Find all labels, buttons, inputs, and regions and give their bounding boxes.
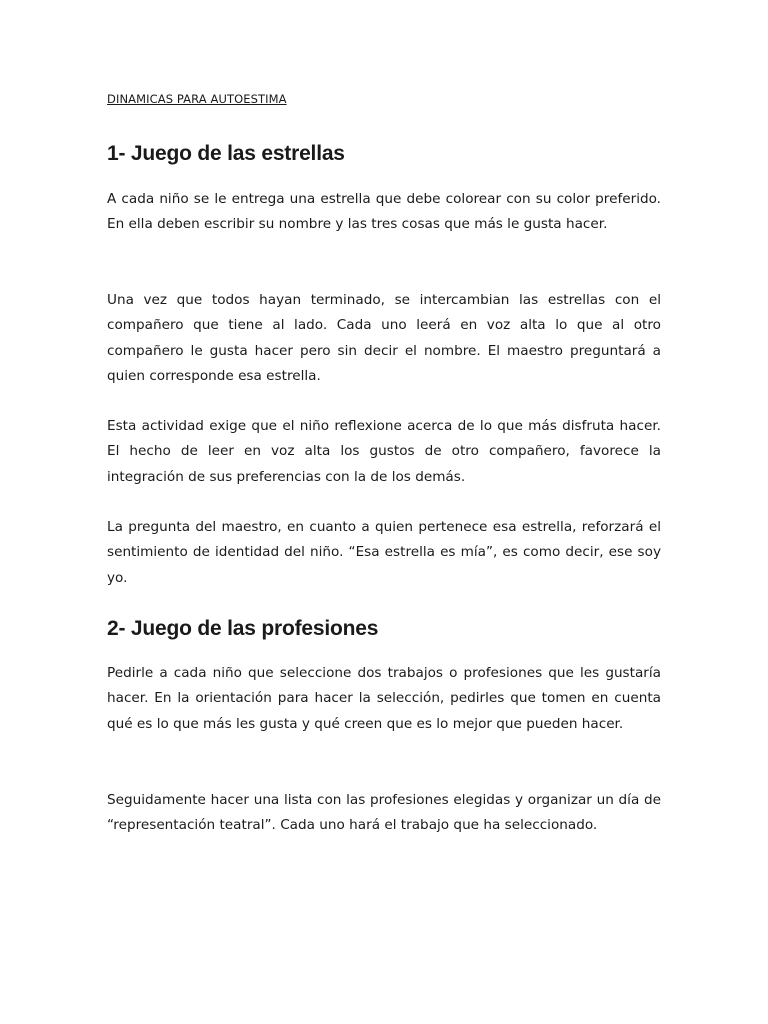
paragraph: Pedirle a cada niño que seleccione dos trabajos o profesiones que les gustaría hacer. En la orientación para hacer la selección, pedirles que tomen en cuenta qué es lo que más les gusta y qué creen que es lo mejor que pueden hacer.: [107, 665, 661, 732]
paragraph: Una vez que todos hayan terminado, se intercambian las estrellas con el compañero que tiene al lado. Cada uno leerá en voz alta lo que al otro compañero le gusta hacer pero sin decir el nombre. El maestro preguntará a quien corresponde esa estrella.: [107, 292, 661, 385]
paragraph: Esta actividad exige que el niño reflexione acerca de lo que más disfruta hacer. El hecho de leer en voz alta los gustos de otro compañero, favorece la integración de sus preferencias con la de los demás.: [107, 418, 661, 485]
section-heading-estrellas: 1- Juego de las estrellas: [107, 142, 345, 165]
section-heading-profesiones: 2- Juego de las profesiones: [107, 617, 379, 640]
paragraph: A cada niño se le entrega una estrella que debe colorear con su color preferido. En ella deben escribir su nombre y las tres cosas que más le gusta hacer.: [107, 191, 661, 233]
document-title: DINAMICAS PARA AUTOESTIMA: [107, 92, 287, 106]
paragraph: Seguidamente hacer una lista con las profesiones elegidas y organizar un día de “representación teatral”. Cada uno hará el trabajo que ha seleccionado.: [107, 792, 661, 834]
paragraph: La pregunta del maestro, en cuanto a quien pertenece esa estrella, reforzará el sentimiento de identidad del niño. “Esa estrella es mía”, es como decir, ese soy yo.: [107, 519, 661, 586]
